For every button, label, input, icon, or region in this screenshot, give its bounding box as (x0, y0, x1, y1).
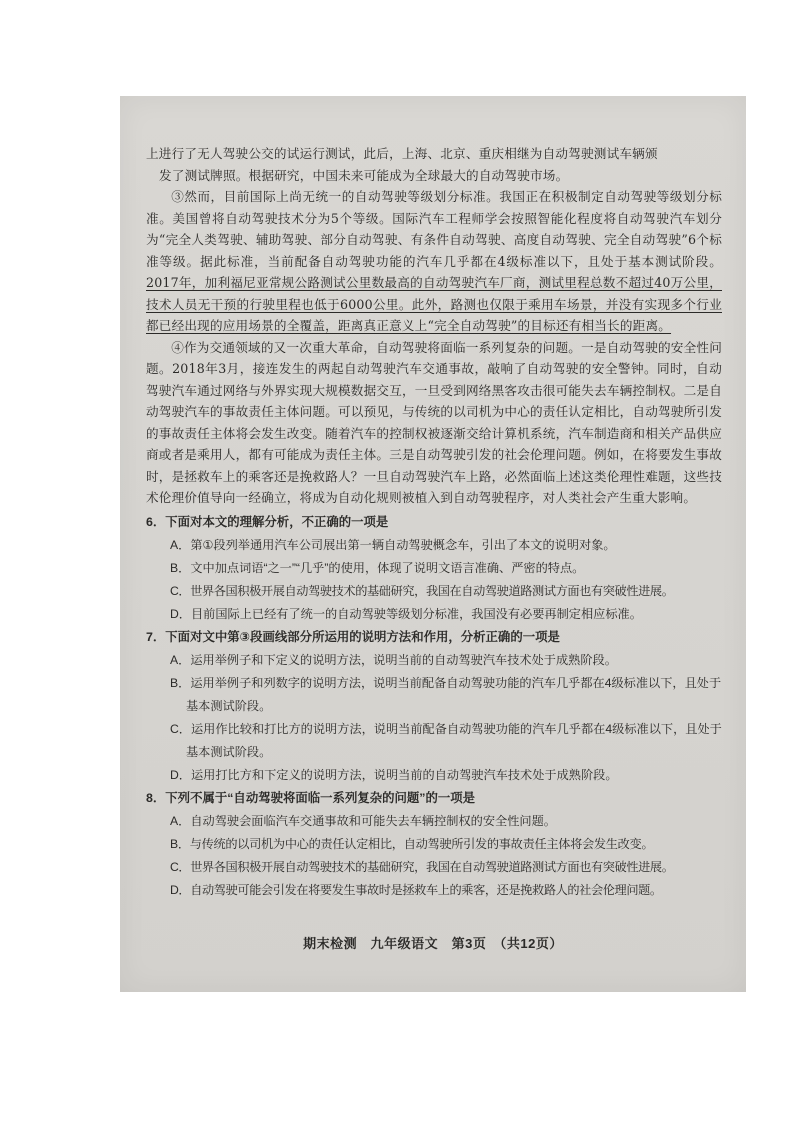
page-footer: 期末检测 九年级语文 第3页 （共12页） (303, 936, 563, 951)
exam-content (146, 143, 722, 902)
paragraph-3 (146, 186, 722, 337)
scanned-page-photo (120, 96, 746, 992)
question-6-option-d: D．目前国际上已经有了统一的自动驾驶等级划分标准，我国没有必要再制定相应标准。 (170, 606, 642, 621)
question-7-option-d: D．运用打比方和下定义的说明方法，说明当前的自动驾驶汽车技术处于成熟阶段。 (170, 767, 618, 782)
question-8 (146, 787, 722, 902)
question-6-option-b: B．文中加点词语“之一”“几乎”的使用，体现了说明文语言准确、严密的特点。 (170, 560, 585, 575)
question-8-stem: 8．下列不属于“自动驾驶将面临一系列复杂的问题”的一项是 (146, 790, 476, 805)
paragraph-1-line-1: 上进行了无人驾驶公交的试运行测试，此后，上海、北京、重庆相继为自动驾驶测试车辆颁 (146, 146, 658, 161)
question-7-option-c: C．运用作比较和打比方的说明方法，说明当前配备自动驾驶功能的汽车几乎都在4级标准以下，且处于基本测试阶段。 (170, 721, 722, 759)
paragraph-3-underlined-text: 2017年，加利福尼亚常规公路测试公里数最高的自动驾驶汽车厂商，测试里程总数不超过40万公里，技术人员无干预的行驶里程也低于6000公里。此外，路测也仅限于乘用车场景，并没有实现多个行业都已经出现的应用场景的全覆盖，距离真正意义上“完全自动驾驶”的目标还有相当长的距离。 (146, 275, 722, 333)
question-6-option-c: C．世界各国积极开展自动驾驶技术的基础研究，我国在自动驾驶道路测试方面也有突破性进展。 (170, 583, 674, 598)
question-7 (146, 626, 722, 787)
question-7-option-b: B．运用举例子和列数字的说明方法，说明当前配备自动驾驶功能的汽车几乎都在4级标准以下，且处于基本测试阶段。 (170, 675, 722, 713)
question-7-stem: 7．下面对文中第③段画线部分所运用的说明方法和作用，分析正确的一项是 (146, 629, 560, 644)
question-6-stem: 6．下面对本文的理解分析，不正确的一项是 (146, 514, 389, 529)
question-8-option-c: C．世界各国积极开展自动驾驶技术的基础研究，我国在自动驾驶道路测试方面也有突破性进展。 (170, 859, 674, 874)
question-7-option-a: A．运用举例子和下定义的说明方法，说明当前的自动驾驶汽车技术处于成熟阶段。 (170, 652, 617, 667)
question-8-option-a: A．自动驾驶会面临汽车交通事故和可能失去车辆控制权的安全性问题。 (170, 813, 556, 828)
question-6-option-a: A．第①段列举通用汽车公司展出第一辆自动驾驶概念车，引出了本文的说明对象。 (170, 537, 616, 552)
question-6 (146, 511, 722, 626)
paragraph-3-text: ③然而，目前国际上尚无统一的自动驾驶等级划分标准。我国正在积极制定自动驾驶等级划分标准。美国曾将自动驾驶技术分为5个等级。国际汽车工程师学会按照智能化程度将自动驾驶汽车划分为“完全人类驾驶、辅助驾驶、部分自动驾驶、有条件自动驾驶、高度自动驾驶、完全自动驾驶”6个标准等级。据此标准，当前配备自动驾驶功能的汽车几乎都在4级标准以下，且处于基本测试阶段。 (146, 189, 722, 269)
question-8-option-b: B．与传统的以司机为中心的责任认定相比，自动驾驶所引发的事故责任主体将会发生改变。 (170, 836, 654, 851)
paragraph-1-line-2: 发了测试牌照。根据研究，中国未来可能成为全球最大的自动驾驶市场。 (159, 167, 569, 183)
question-8-option-d: D．自动驾驶可能会引发在将要发生事故时是拯救车上的乘客，还是挽救路人的社会伦理问题。 (170, 882, 662, 897)
paragraph-4: ④作为交通领域的又一次重大革命，自动驾驶将面临一系列复杂的问题。一是自动驾驶的安全性问题。2018年3月，接连发生的两起自动驾驶汽车交通事故，敲响了自动驾驶的安全警钟。同时，自动驾驶汽车通过网络与外界实现大规模数据交互，一旦受到网络黑客攻击很可能失去车辆控制权。二是自动驾驶汽车的事故责任主体问题。可以预见，与传统的以司机为中心的责任认定相比，自动驾驶所引发的事故责任主体将会发生改变。随着汽车的控制权被逐渐交给计算机系统，汽车制造商和相关产品供应商或者是乘用人，都有可能成为责任主体。三是自动驾驶引发的社会伦理问题。例如，在将要发生事故时，是拯救车上的乘客还是挽救路人？一旦自动驾驶汽车上路，必然面临上述这类伦理性难题，这些技术伦理价值导向一经确立，将成为自动化规则被植入到自动驾驶程序，对人类社会产生重大影响。 (146, 339, 722, 505)
